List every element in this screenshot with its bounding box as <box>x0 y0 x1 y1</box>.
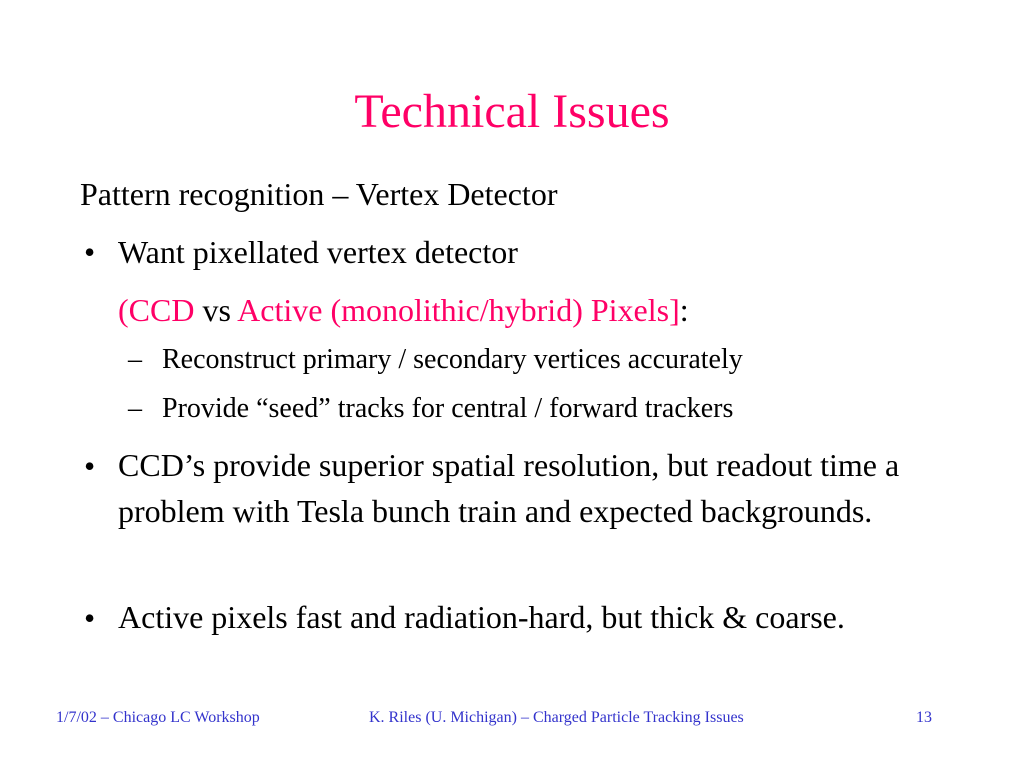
dash-marker: – <box>128 344 142 375</box>
ccd-label: (CCD <box>118 292 195 328</box>
bullet-marker: • <box>84 600 96 636</box>
section-heading: Pattern recognition – Vertex Detector <box>80 176 558 212</box>
bullet-marker: • <box>84 234 96 270</box>
bullet-item-1: Want pixellated vertex detector <box>118 234 518 270</box>
bullet-item-1-continuation <box>118 290 689 330</box>
active-pixels-label: Active (monolithic/hybrid) Pixels] <box>237 292 680 328</box>
page-number: 13 <box>916 709 932 726</box>
colon-label: : <box>679 292 689 328</box>
bullet-marker: • <box>84 448 96 484</box>
sub-item-2: Provide “seed” tracks for central / forward trackers <box>162 393 734 424</box>
sub-item-1: Reconstruct primary / secondary vertices accurately <box>162 344 743 375</box>
footer-author: K. Riles (U. Michigan) – Charged Particle Tracking Issues <box>369 709 744 726</box>
bullet-item-2: CCD’s provide superior spatial resolution, but readout time a problem with Tesla bunch train and expected backgrounds. <box>118 447 900 529</box>
vs-label: vs <box>194 292 238 328</box>
footer-event: 1/7/02 – Chicago LC Workshop <box>56 709 260 726</box>
slide-title: Technical Issues <box>354 85 670 138</box>
bullet-item-3: Active pixels fast and radiation-hard, but thick & coarse. <box>118 599 845 635</box>
dash-marker: – <box>128 393 142 424</box>
